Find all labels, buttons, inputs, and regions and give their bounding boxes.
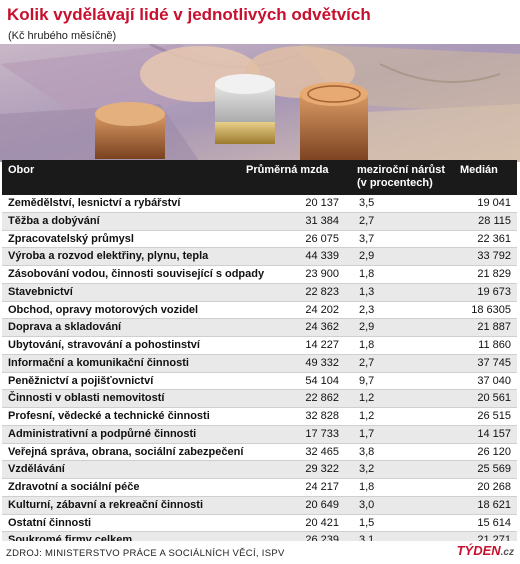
cell-obor: Výroba a rozvod elektřiny, plynu, tepla: [8, 250, 209, 263]
table-row: [2, 248, 517, 266]
cell-prumerna-mzda: 24 362: [305, 321, 339, 334]
cell-mezirocni-narust: 2,9: [359, 250, 375, 263]
cell-mezirocni-narust: 3,2: [359, 463, 375, 476]
cell-prumerna-mzda: 24 217: [305, 481, 339, 493]
column-header-narust-line1: meziroční nárůst: [357, 164, 446, 176]
cell-obor: Stavebnictví: [8, 285, 73, 298]
cell-prumerna-mzda: 26 075: [305, 232, 339, 245]
cell-prumerna-mzda: 22 862: [305, 392, 339, 405]
cell-obor: Informační a komunikační činnosti: [8, 356, 189, 369]
cell-prumerna-mzda: 29 322: [305, 463, 339, 476]
cell-median: 25 569: [477, 463, 511, 476]
cell-obor: Zemědělství, lesnictví a rybářství: [8, 197, 181, 209]
cell-obor: Peněžnictví a pojišťovnictví: [8, 374, 154, 387]
cell-median: 20 268: [477, 481, 511, 493]
table-row: [2, 213, 517, 231]
column-header-median: Medián: [460, 164, 498, 176]
cell-prumerna-mzda: 54 104: [305, 374, 339, 387]
cell-mezirocni-narust: 1,2: [359, 410, 375, 422]
cell-obor: Činnosti v oblasti nemovitostí: [8, 392, 165, 405]
table-row: [2, 479, 517, 497]
cell-median: 20 561: [477, 392, 511, 405]
cell-median: 18 621: [477, 498, 511, 511]
table-row: [2, 337, 517, 355]
column-header-mezirocni-narust: [357, 164, 462, 190]
chart-subtitle: (Kč hrubého měsíčně): [8, 30, 117, 42]
cell-obor: Obchod, opravy motorových vozidel: [8, 303, 199, 316]
logo-suffix: .cz: [500, 547, 514, 558]
table-row: [2, 195, 517, 213]
cell-median: 15 614: [477, 516, 511, 529]
cell-median: 26 515: [477, 410, 511, 422]
cell-mezirocni-narust: 1,2: [359, 392, 375, 405]
cell-median: 33 792: [477, 250, 511, 263]
cell-median: 18 6305: [471, 303, 511, 316]
cell-obor: Zdravotní a sociální péče: [8, 481, 140, 493]
logo-text: TÝDEN: [456, 543, 501, 558]
cell-mezirocni-narust: 1,8: [359, 339, 375, 351]
table-row: [2, 515, 517, 533]
table-row: [2, 266, 517, 284]
cell-prumerna-mzda: 23 900: [305, 268, 339, 280]
tyden-logo: [457, 543, 514, 558]
cell-obor: Těžba a dobývání: [8, 214, 100, 227]
table-row: [2, 231, 517, 249]
cell-prumerna-mzda: 32 465: [305, 445, 339, 458]
table-row: [2, 461, 517, 479]
cell-median: 28 115: [478, 214, 511, 227]
cell-median: 21 829: [477, 268, 511, 280]
table-row: [2, 390, 517, 408]
table-row: [2, 319, 517, 337]
cell-mezirocni-narust: 2,7: [359, 356, 375, 369]
column-header-obor: Obor: [8, 164, 35, 176]
cell-median: 22 361: [477, 232, 511, 245]
cell-prumerna-mzda: 49 332: [305, 356, 339, 369]
chart-title: Kolik vydělávají lidé v jednotlivých odvětvích: [7, 5, 371, 24]
cell-median: 21 887: [477, 321, 511, 334]
cell-median: 11 860: [478, 339, 511, 351]
cell-mezirocni-narust: 1,7: [359, 427, 375, 440]
cell-obor: Zpracovatelský průmysl: [8, 232, 134, 245]
cell-mezirocni-narust: 3,5: [359, 197, 375, 209]
cell-prumerna-mzda: 17 733: [305, 427, 339, 440]
table-row: [2, 426, 517, 444]
cell-mezirocni-narust: 1,8: [359, 481, 375, 493]
cell-prumerna-mzda: 44 339: [305, 250, 339, 263]
cell-prumerna-mzda: 20 649: [305, 498, 339, 511]
table-row: [2, 302, 517, 320]
column-header-prumerna-mzda: Průměrná mzda: [246, 164, 329, 176]
cell-median: 37 040: [477, 374, 511, 387]
table-row: [2, 408, 517, 426]
coins-and-banknotes-photo: [0, 44, 520, 162]
table-header: [2, 160, 517, 195]
table-row: [2, 497, 517, 515]
cell-mezirocni-narust: 1,5: [359, 516, 375, 529]
cell-median: 19 041: [477, 197, 511, 209]
table-row: [2, 373, 517, 391]
cell-obor: Zásobování vodou, činnosti související s odpady: [8, 268, 265, 280]
cell-mezirocni-narust: 2,3: [359, 303, 375, 316]
cell-obor: Profesní, vědecké a technické činnosti: [8, 410, 210, 422]
cell-mezirocni-narust: 3,8: [359, 445, 375, 458]
cell-mezirocni-narust: 2,7: [359, 214, 375, 227]
cell-prumerna-mzda: 22 823: [305, 285, 339, 298]
cell-mezirocni-narust: 1,3: [359, 285, 375, 298]
cell-mezirocni-narust: 9,7: [359, 374, 375, 387]
table-row: [2, 444, 517, 462]
wages-table: [2, 160, 517, 550]
table-row: [2, 284, 517, 302]
cell-prumerna-mzda: 20 137: [305, 197, 339, 209]
cell-median: 37 745: [477, 356, 511, 369]
cell-obor: Kulturní, zábavní a rekreační činnosti: [8, 498, 203, 511]
cell-prumerna-mzda: 31 384: [305, 214, 339, 227]
cell-median: 26 120: [477, 445, 511, 458]
cell-prumerna-mzda: 32 828: [305, 410, 339, 422]
footer: [0, 541, 520, 564]
cell-prumerna-mzda: 24 202: [305, 303, 339, 316]
cell-obor: Doprava a skladování: [8, 321, 122, 334]
cell-obor: Ostatní činnosti: [8, 516, 92, 529]
cell-obor: Vzdělávání: [8, 463, 65, 476]
cell-obor: Ubytování, stravování a pohostinství: [8, 339, 200, 351]
cell-prumerna-mzda: 20 421: [305, 516, 339, 529]
table-body: [2, 195, 517, 550]
column-header-narust-line2: (v procentech): [357, 177, 433, 189]
cell-mezirocni-narust: 2,9: [359, 321, 375, 334]
cell-obor: Administrativní a podpůrné činnosti: [8, 427, 197, 440]
cell-mezirocni-narust: 1,8: [359, 268, 375, 280]
cell-prumerna-mzda: 14 227: [305, 339, 339, 351]
cell-median: 14 157: [477, 427, 511, 440]
cell-median: 19 673: [477, 285, 511, 298]
cell-mezirocni-narust: 3,0: [359, 498, 375, 511]
source-note: ZDROJ: MINISTERSTVO PRÁCE A SOCIÁLNÍCH VĚCÍ, ISPV: [6, 548, 285, 559]
table-row: [2, 355, 517, 373]
cell-mezirocni-narust: 3,7: [359, 232, 375, 245]
cell-obor: Veřejná správa, obrana, sociální zabezpečení: [8, 445, 244, 458]
coins-photo-illustration: [0, 44, 520, 162]
